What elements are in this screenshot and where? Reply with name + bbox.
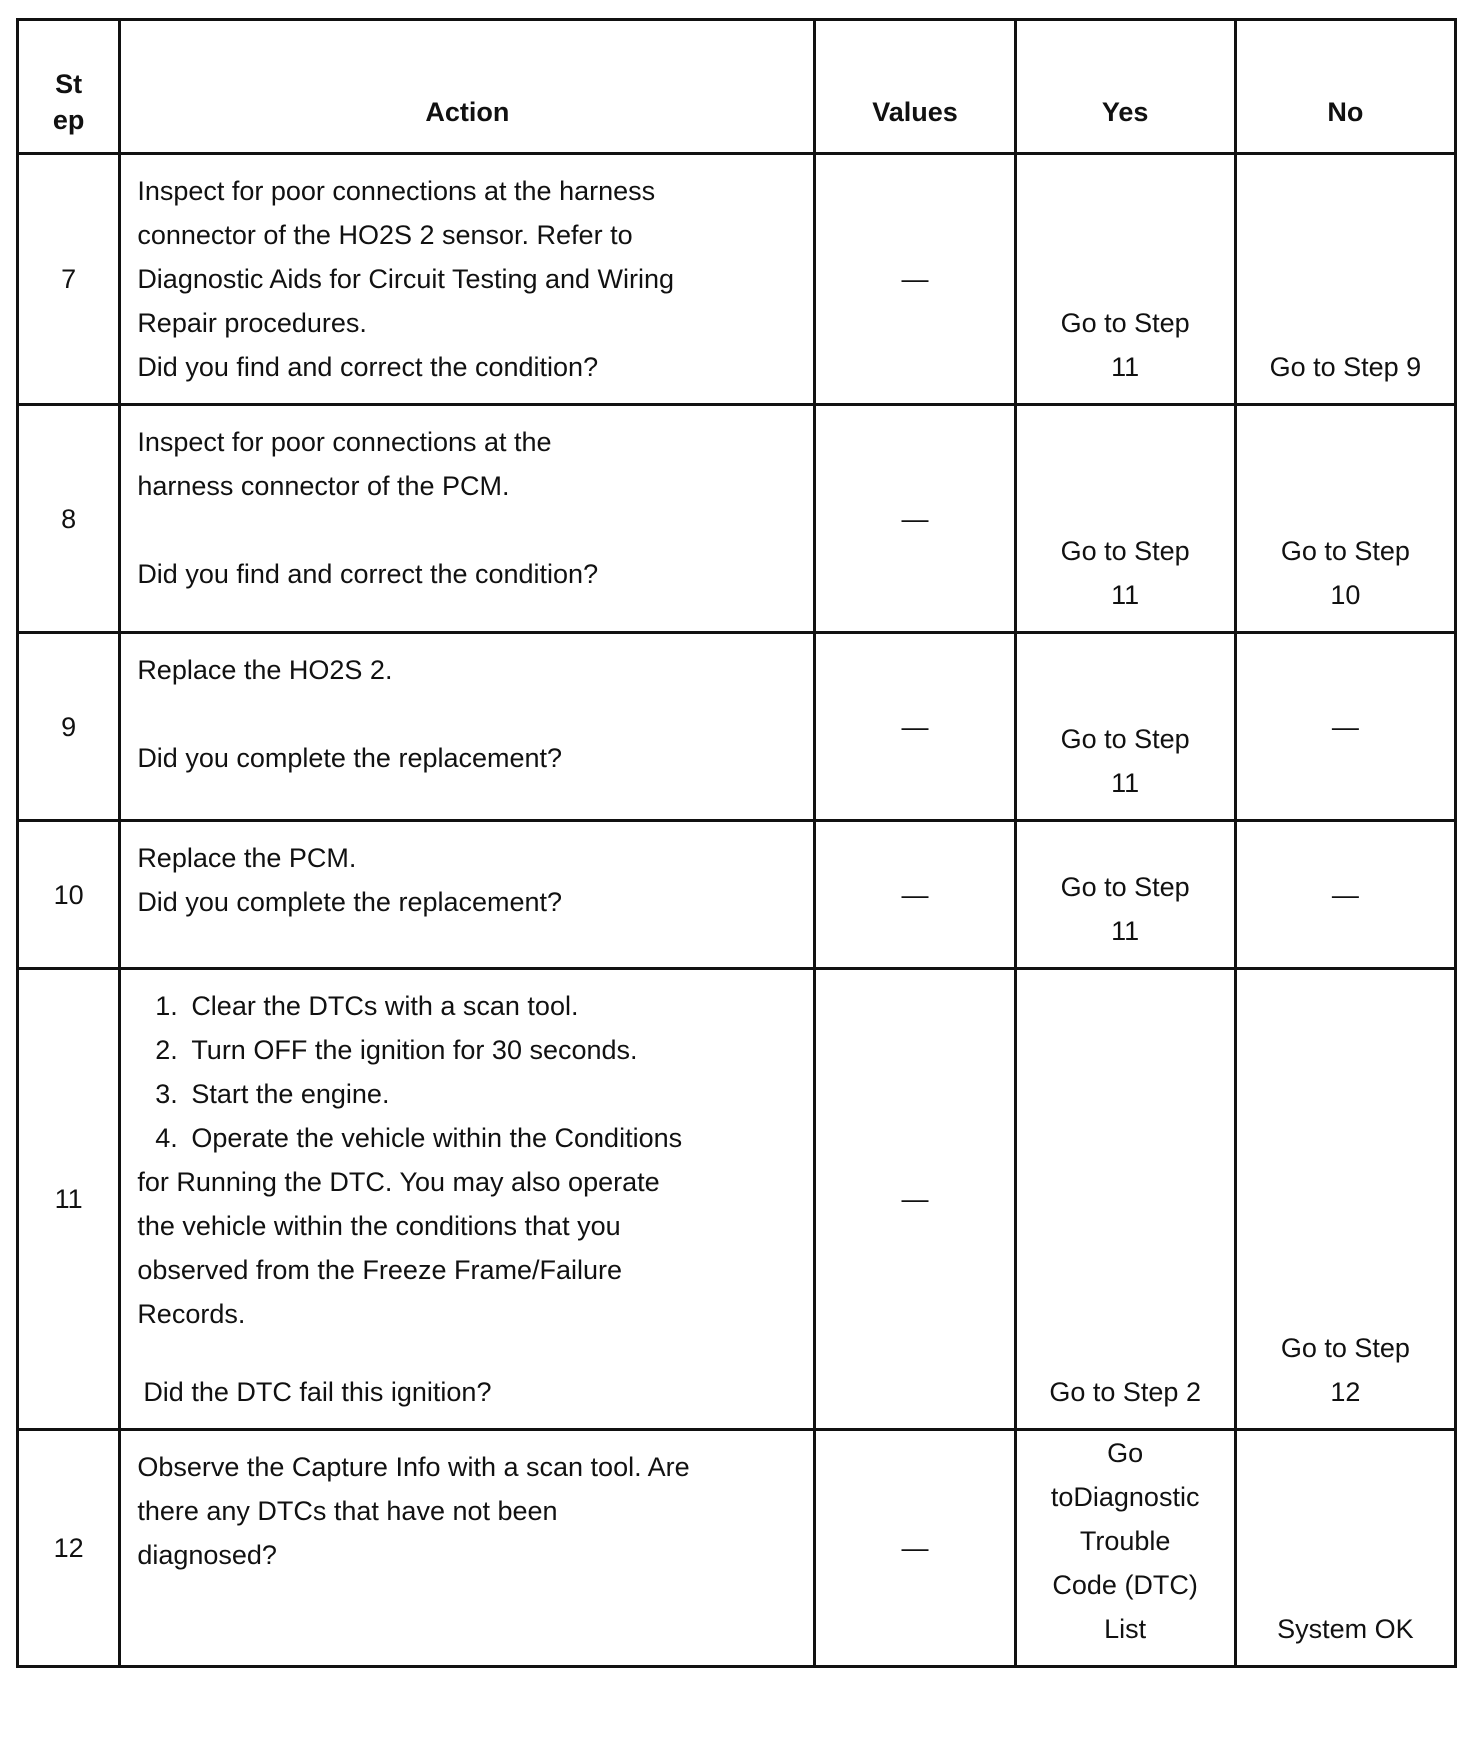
table-row bbox=[18, 154, 1456, 405]
header-step: St ep bbox=[18, 20, 120, 154]
table-row bbox=[18, 969, 1456, 1430]
table-row bbox=[18, 1430, 1456, 1667]
step-number: 9 bbox=[18, 633, 120, 821]
diagnostic-table-page bbox=[16, 18, 1457, 1668]
values-cell: — bbox=[815, 633, 1015, 821]
list-item: 1. Clear the DTCs with a scan tool. bbox=[185, 984, 801, 1028]
values-cell: — bbox=[815, 154, 1015, 405]
action-text: Replace the HO2S 2. bbox=[137, 655, 393, 685]
header-row bbox=[18, 20, 1456, 154]
no-cell bbox=[1235, 969, 1455, 1430]
no-cell bbox=[1235, 1430, 1455, 1667]
list-item: 4. Operate the vehicle within the Conditions bbox=[185, 1116, 801, 1160]
table-row bbox=[18, 821, 1456, 969]
header-no: No bbox=[1235, 20, 1455, 154]
action-text: Inspect for poor connections at the harness connector of the PCM. bbox=[137, 427, 552, 501]
action-cell bbox=[120, 821, 815, 969]
list-item: 3. Start the engine. bbox=[185, 1072, 801, 1116]
table-row bbox=[18, 405, 1456, 633]
yes-cell bbox=[1015, 405, 1235, 633]
no-cell: — bbox=[1235, 821, 1455, 969]
action-cell bbox=[120, 154, 815, 405]
diagnostic-steps-table bbox=[16, 18, 1457, 1668]
step-number: 11 bbox=[18, 969, 120, 1430]
table-row bbox=[18, 633, 1456, 821]
yes-result: Go to Step 11 bbox=[1060, 536, 1190, 610]
header-values: Values bbox=[815, 20, 1015, 154]
yes-cell bbox=[1015, 633, 1235, 821]
action-continuation: for Running the DTC. You may also operate the vehicle within the conditions that you observed from the Freeze Frame/Failure Records. bbox=[137, 1167, 660, 1329]
action-text: Observe the Capture Info with a scan tool. Are there any DTCs that have not been diagnosed? bbox=[137, 1452, 690, 1570]
yes-result: Go to Step 2 bbox=[1049, 1377, 1201, 1407]
yes-result: Go to Step 11 bbox=[1060, 724, 1190, 798]
yes-cell bbox=[1015, 1430, 1235, 1667]
action-cell bbox=[120, 633, 815, 821]
action-cell bbox=[120, 405, 815, 633]
action-question: Did you complete the replacement? bbox=[137, 887, 563, 917]
step-number: 8 bbox=[18, 405, 120, 633]
yes-result: Go toDiagnostic Trouble Code (DTC) List bbox=[1050, 1438, 1200, 1644]
values-cell: — bbox=[815, 405, 1015, 633]
values-cell: — bbox=[815, 1430, 1015, 1667]
no-cell bbox=[1235, 405, 1455, 633]
action-steps-list bbox=[137, 984, 801, 1160]
yes-cell bbox=[1015, 821, 1235, 969]
values-cell: — bbox=[815, 969, 1015, 1430]
list-item: 2. Turn OFF the ignition for 30 seconds. bbox=[185, 1028, 801, 1072]
no-result: System OK bbox=[1277, 1614, 1414, 1644]
no-cell: — bbox=[1235, 633, 1455, 821]
header-action: Action bbox=[120, 20, 815, 154]
no-cell bbox=[1235, 154, 1455, 405]
action-question: Did you find and correct the condition? bbox=[137, 559, 599, 589]
no-result: Go to Step 10 bbox=[1280, 536, 1410, 610]
action-text: Inspect for poor connections at the harness connector of the HO2S 2 sensor. Refer to Diagnostic Aids for Circuit Testing and Wiring Repair procedures. bbox=[137, 176, 675, 338]
yes-result: Go to Step 11 bbox=[1060, 872, 1190, 946]
action-cell bbox=[120, 969, 815, 1430]
step-number: 12 bbox=[18, 1430, 120, 1667]
yes-cell bbox=[1015, 969, 1235, 1430]
yes-result: Go to Step 11 bbox=[1060, 308, 1190, 382]
yes-cell bbox=[1015, 154, 1235, 405]
action-text: Replace the PCM. bbox=[137, 843, 357, 873]
action-cell bbox=[120, 1430, 815, 1667]
values-cell: — bbox=[815, 821, 1015, 969]
action-question: Did the DTC fail this ignition? bbox=[143, 1377, 492, 1407]
action-question: Did you find and correct the condition? bbox=[137, 352, 599, 382]
no-result: Go to Step 9 bbox=[1269, 352, 1422, 382]
action-question: Did you complete the replacement? bbox=[137, 743, 563, 773]
no-result: Go to Step 12 bbox=[1280, 1333, 1410, 1407]
header-yes: Yes bbox=[1015, 20, 1235, 154]
step-number: 10 bbox=[18, 821, 120, 969]
step-number: 7 bbox=[18, 154, 120, 405]
